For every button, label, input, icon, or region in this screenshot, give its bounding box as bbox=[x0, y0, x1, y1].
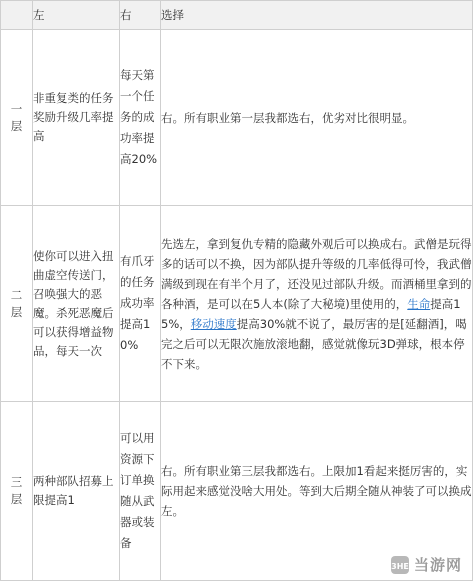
header-right: 右 bbox=[120, 1, 161, 30]
site-watermark bbox=[390, 554, 462, 575]
choice-text: 先选左，拿到复仇专精的隐藏外观后可以换成右。武僧是玩得多的话可以不换，因为部队提升等级的几率低得可怜，我武僧满级到现在有半个月了，还没见过部队升级。而酒桶里拿到的各种酒，是可以在5人本(除了大秘境)里使用的， bbox=[161, 236, 472, 311]
site-name: 当游网 bbox=[413, 556, 462, 574]
header-layer bbox=[1, 1, 33, 30]
choice-text: 提高30%就不说了，最厉害的是[延翻酒]，喝完之后可以无限次施放滚地翻，感觉就像玩3D弹球，根本停不下来。 bbox=[161, 316, 467, 371]
choice-cell: 右。所有职业第三层我都选右。上限加1看起来挺厉害的，实际用起来感觉没啥大用处。等到大后期全随从神装了可以换成左。 bbox=[161, 402, 473, 581]
table-row bbox=[1, 206, 473, 402]
layer-cell: 一层 bbox=[1, 30, 33, 206]
left-option-cell: 使你可以进入扭曲虚空传送门，召唤强大的恶魔。杀死恶魔后可以获得增益物品，每天一次 bbox=[33, 206, 120, 402]
left-option-cell: 非重复类的任务奖励升级几率提高 bbox=[33, 30, 120, 206]
movement-speed-link[interactable]: 移动速度 bbox=[190, 316, 237, 331]
site-logo-text: 3HE bbox=[391, 561, 409, 571]
choice-cell: 右。所有职业第一层我都选右，优劣对比很明显。 bbox=[161, 30, 473, 206]
layer-cell: 三层 bbox=[1, 402, 33, 581]
health-link[interactable]: 生命 bbox=[407, 296, 431, 311]
right-option-cell: 有爪牙的任务成功率提高10% bbox=[120, 206, 161, 402]
header-choice: 选择 bbox=[161, 1, 473, 30]
table-row bbox=[1, 30, 473, 206]
choice-text: 提高15%， bbox=[161, 296, 461, 331]
header-left: 左 bbox=[33, 1, 120, 30]
layer-cell: 二层 bbox=[1, 206, 33, 402]
site-logo-icon bbox=[390, 555, 410, 575]
right-option-cell: 可以用资源下订单换随从武器或装备 bbox=[120, 402, 161, 581]
right-option-cell: 每天第一个任务的成功率提高20% bbox=[120, 30, 161, 206]
table-header-row bbox=[1, 1, 473, 30]
choice-cell bbox=[161, 206, 473, 402]
left-option-cell: 两种部队招募上限提高1 bbox=[33, 402, 120, 581]
